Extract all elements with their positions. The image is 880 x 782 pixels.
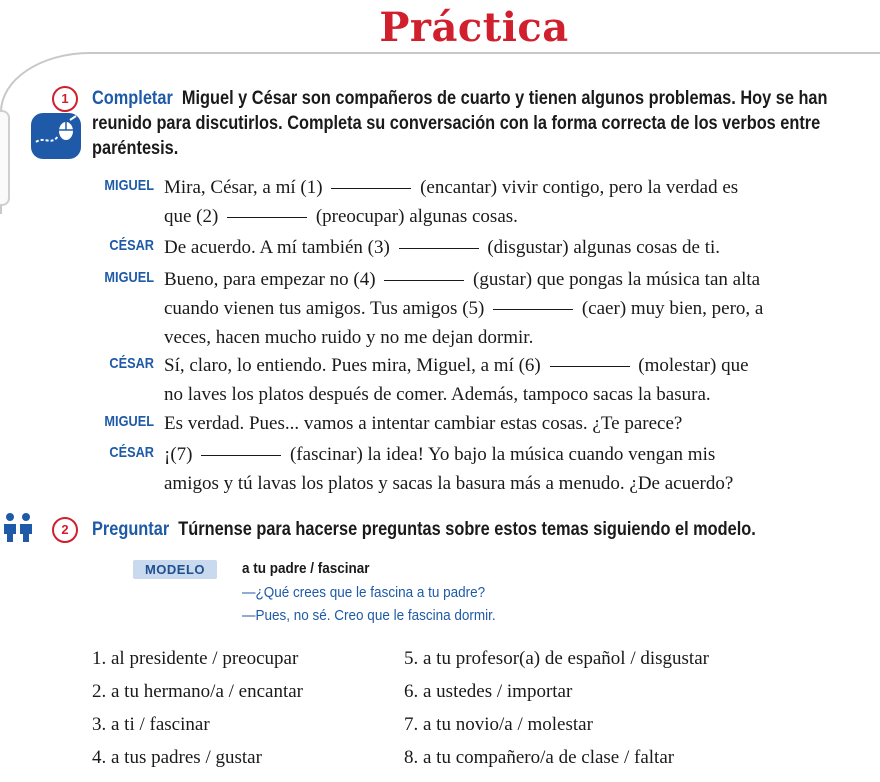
answer-blank[interactable] — [331, 187, 411, 189]
exercise-1-keyword: Completar — [92, 88, 173, 109]
topic-item: 2. a tu hermano/a / encantar — [92, 681, 304, 702]
dialogue-line: Mira, César, a mí (1) (encantar) vivir contigo, pero la verdad es — [164, 177, 739, 198]
dialogue-line: no laves los platos después de comer. Además, tampoco sacas la basura. — [164, 384, 711, 405]
speaker-name: MIGUEL — [104, 177, 154, 194]
topic-item: 6. a ustedes / importar — [404, 681, 573, 702]
topic-item: 3. a ti / fascinar — [92, 714, 210, 735]
exercise-2-keyword: Preguntar — [92, 519, 170, 540]
speaker-label — [92, 235, 154, 252]
dialogue-line: veces, hacen mucho ruido y no me dejan dormir. — [164, 327, 534, 348]
speaker-label — [92, 175, 154, 192]
exercise-2-instructions — [92, 517, 849, 542]
dialogue-line: cuando vienen tus amigos. Tus amigos (5) (caer) muy bien, pero, a — [164, 298, 764, 319]
speaker-name: CÉSAR — [109, 355, 154, 372]
speaker-name: CÉSAR — [109, 444, 154, 461]
answer-blank[interactable] — [384, 279, 464, 281]
exercise-1-number-badge: 1 — [52, 86, 78, 112]
exercise-1-instructions — [92, 86, 849, 161]
answer-blank[interactable] — [399, 247, 479, 249]
modelo-label: MODELO — [133, 560, 217, 579]
topic-item: 7. a tu novio/a / molestar — [404, 714, 593, 735]
speaker-name: MIGUEL — [104, 413, 154, 430]
exercise-2-instructions-text: Túrnense para hacerse preguntas sobre estos temas siguiendo el modelo. — [178, 519, 756, 540]
dialogue-line: que (2) (preocupar) algunas cosas. — [164, 206, 518, 227]
computer-activity-icon — [30, 112, 82, 165]
topic-item: 4. a tus padres / gustar — [92, 747, 262, 768]
dialogue-line: amigos y tú lavas los platos y sacas la basura más a menudo. ¿De acuerdo? — [164, 473, 734, 494]
pair-work-icon — [2, 512, 36, 547]
answer-blank[interactable] — [201, 454, 281, 456]
topic-item: 8. a tu compañero/a de clase / faltar — [404, 747, 675, 768]
speaker-name: CÉSAR — [109, 237, 154, 254]
speaker-label — [92, 411, 154, 428]
answer-blank[interactable] — [227, 216, 307, 218]
modelo-prompt: a tu padre / fascinar — [242, 560, 370, 577]
topic-item: 5. a tu profesor(a) de español / disgustar — [404, 648, 709, 669]
modelo-question: —¿Qué crees que le fascina a tu padre? — [242, 584, 486, 601]
speaker-label — [92, 353, 154, 370]
answer-blank[interactable] — [493, 308, 573, 310]
exercise-1-instructions-text: Miguel y César son compañeros de cuarto y tienen algunos problemas. Hoy se han reunido para discutirlos. Completa su conversación con la forma correcta de los verbos entre paréntesis. — [92, 88, 828, 159]
dialogue-line: Bueno, para empezar no (4) (gustar) que pongas la música tan alta — [164, 269, 761, 290]
dialogue-line: Sí, claro, lo entiendo. Pues mira, Miguel, a mí (6) (molestar) que — [164, 355, 749, 376]
speaker-name: MIGUEL — [104, 269, 154, 286]
page-title: Práctica — [379, 4, 569, 51]
speaker-label — [92, 442, 154, 459]
modelo-answer: —Pues, no sé. Creo que le fascina dormir. — [242, 607, 496, 624]
dialogue-line: ¡(7) (fascinar) la idea! Yo bajo la música cuando vengan mis — [164, 444, 716, 465]
dialogue-line: Es verdad. Pues... vamos a intentar cambiar estas cosas. ¿Te parece? — [164, 413, 683, 434]
speaker-label — [92, 267, 154, 284]
margin-tab — [0, 110, 10, 206]
exercise-2-number-badge: 2 — [52, 517, 78, 543]
answer-blank[interactable] — [550, 365, 630, 367]
dialogue-line: De acuerdo. A mí también (3) (disgustar) algunas cosas de ti. — [164, 237, 721, 258]
topic-item: 1. al presidente / preocupar — [92, 648, 299, 669]
